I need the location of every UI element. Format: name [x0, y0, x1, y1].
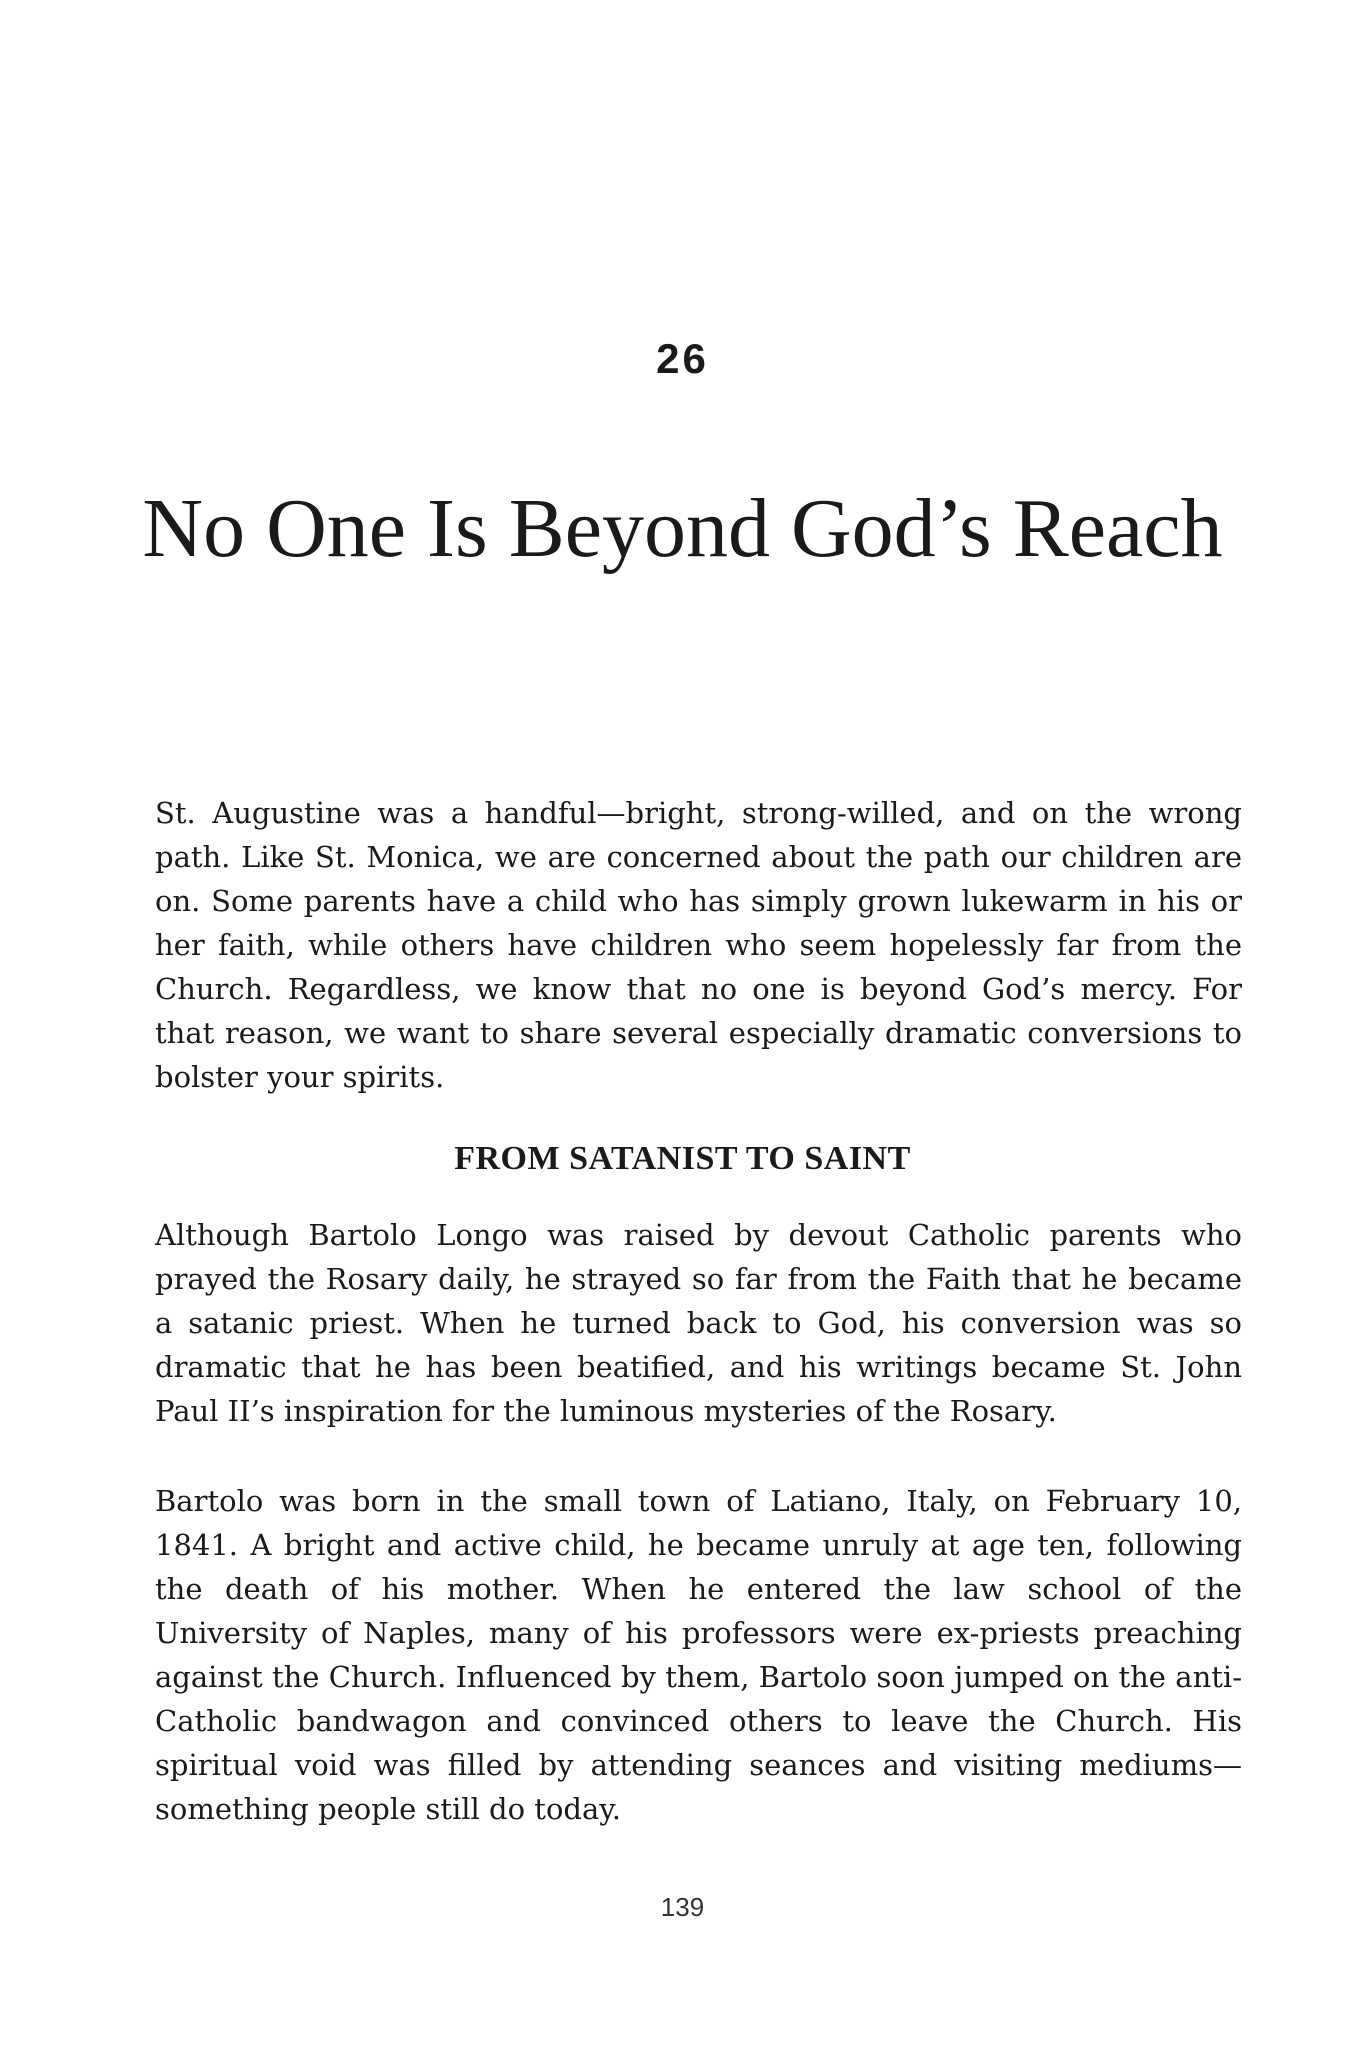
- paragraph-longo-2: Bartolo was born in the small town of Latiano, Italy, on February 10, 1841. A bright and active child, he became unruly at age ten, following the death of his mother. When he entered the law school of the University of Naples, many of his professors were ex-priests preaching against the Church. Influenced by them, Bartolo soon jumped on the anti-Catholic bandwagon and convinced others to leave the Church. His spiritual void was filled by attending seances and visiting mediums—something people still do today.: [155, 1484, 1242, 1826]
- paragraph-longo-1: Although Bartolo Longo was raised by devout Catholic parents who prayed the Rosary daily, he strayed so far from the Faith that he became a satanic priest. When he turned back to God, his conversion was so dramatic that he has been beatified, and his writings became St. John Paul II’s inspiration for the luminous mysteries of the Rosary.: [155, 1218, 1242, 1428]
- section-heading: FROM SATANIST TO SAINT: [454, 1140, 911, 1177]
- paragraph-intro: St. Augustine was a handful—bright, strong-willed, and on the wrong path. Like St. Monica, we are concerned about the path our children are on. Some parents have a child who has simply grown lukewarm in his or her faith, while others have children who seem hopelessly far from the Church. Regardless, we know that no one is beyond God’s mercy. For that reason, we want to share several especially dramatic conversions to bolster your spirits.: [155, 796, 1242, 1094]
- chapter-number: 26: [656, 335, 709, 382]
- chapter-title: No One Is Beyond God’s Reach: [142, 482, 1223, 575]
- page-number: 139: [660, 1892, 705, 1922]
